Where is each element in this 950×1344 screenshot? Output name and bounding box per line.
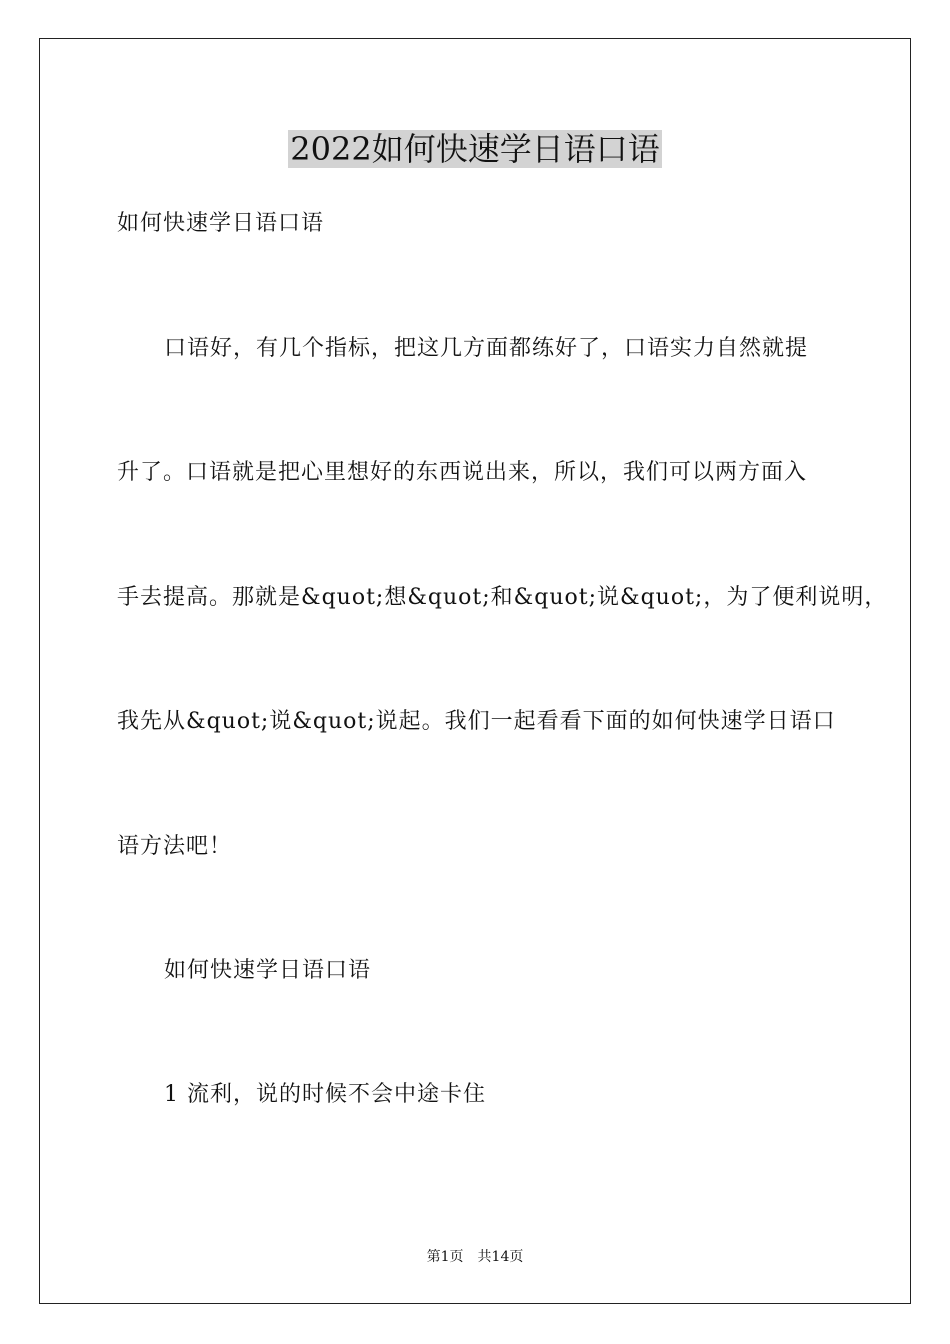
paragraph-line: 手去提高。那就是&quot;想&quot;和&quot;说&quot;，为了便利说明， bbox=[117, 585, 888, 610]
paragraph-line: 我先从&quot;说&quot;说起。我们一起看看下面的如何快速学日语口 bbox=[117, 709, 836, 734]
paragraph-line: 口语好，有几个指标，把这几方面都练好了，口语实力自然就提 bbox=[164, 336, 809, 361]
document-title bbox=[0, 127, 950, 171]
page-number-current: 第1页 bbox=[426, 1249, 464, 1265]
document-title-text: 2022如何快速学日语口语 bbox=[290, 130, 660, 168]
page-footer bbox=[0, 1247, 950, 1267]
document-subtitle: 如何快速学日语口语 bbox=[117, 211, 325, 236]
paragraph-line: 升了。口语就是把心里想好的东西说出来，所以，我们可以两方面入 bbox=[117, 460, 808, 485]
section-heading: 如何快速学日语口语 bbox=[164, 958, 372, 983]
list-item: 1 流利，说的时候不会中途卡住 bbox=[164, 1082, 486, 1107]
page-number-total: 共14页 bbox=[477, 1249, 524, 1265]
paragraph-line: 语方法吧！ bbox=[117, 834, 233, 859]
